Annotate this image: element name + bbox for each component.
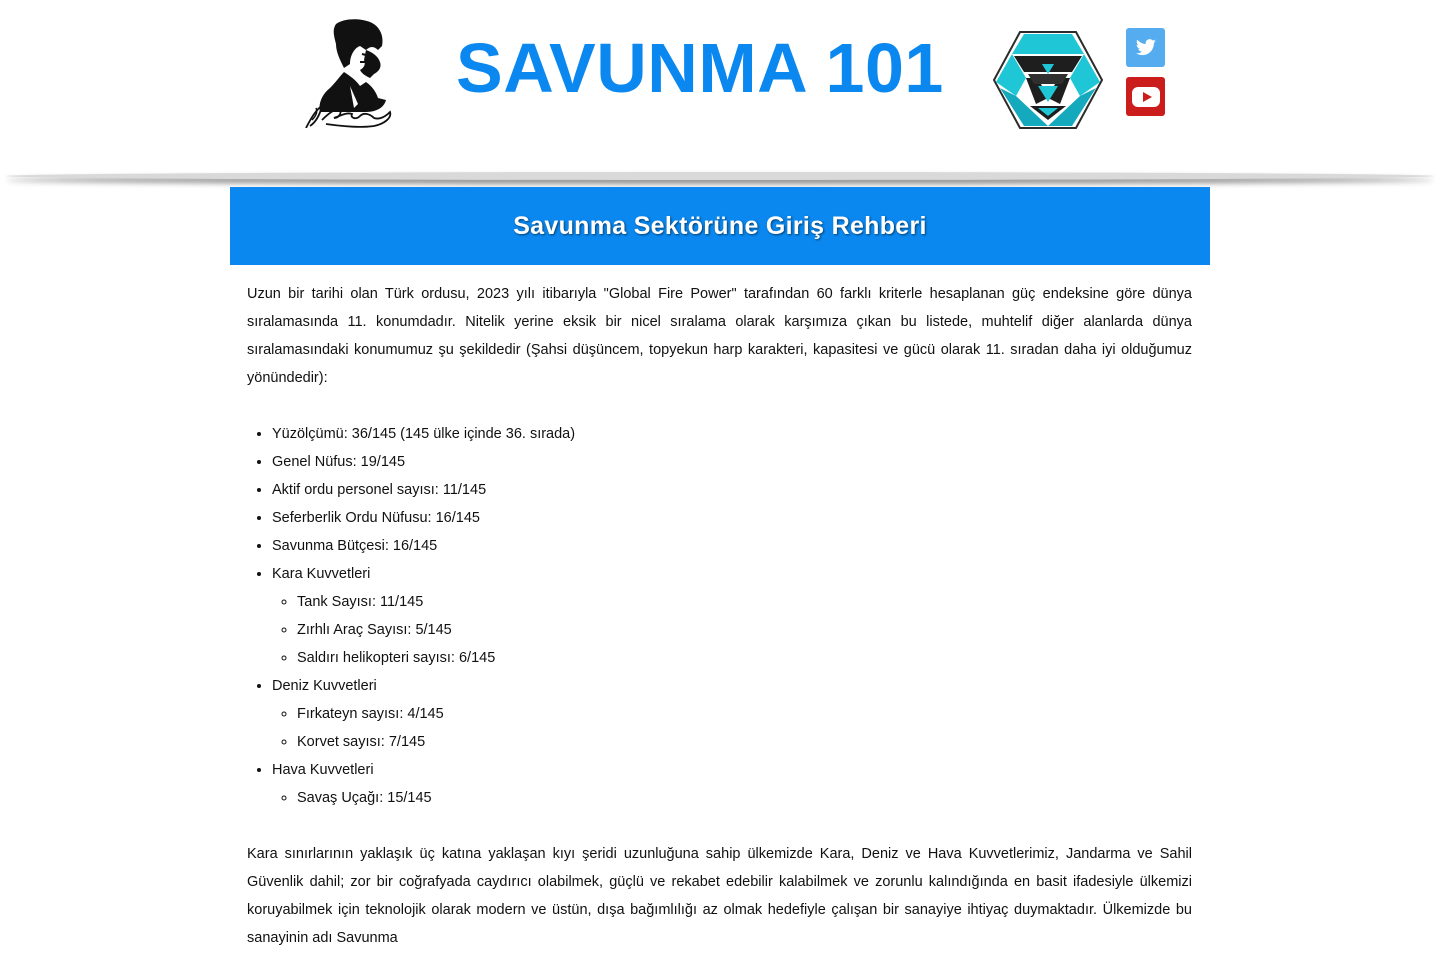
list-item: ◦ Zırhlı Araç Sayısı: 5/145 (297, 616, 1192, 644)
ranking-list (272, 420, 1192, 812)
list-item: • Genel Nüfus: 19/145 (272, 448, 1192, 476)
youtube-button[interactable] (1126, 77, 1165, 116)
list-item: • Savunma Bütçesi: 16/145 (272, 532, 1192, 560)
sub-list (297, 700, 1192, 756)
site-header (0, 0, 1440, 172)
twitter-button[interactable] (1126, 28, 1165, 67)
list-item-air-forces (272, 756, 1192, 812)
header-divider (6, 172, 1434, 180)
article-body (230, 265, 1210, 952)
youtube-icon (1132, 87, 1160, 107)
list-item: • Aktif ordu personel sayısı: 11/145 (272, 476, 1192, 504)
site-title[interactable]: SAVUNMA 101 (456, 29, 944, 107)
page-title: Savunma Sektörüne Giriş Rehberi (513, 211, 927, 240)
intro-paragraph: Uzun bir tarihi olan Türk ordusu, 2023 yılı itibarıyla "Global Fire Power" tarafından 60 farklı kriterle hesaplanan güç endeksine göre dünya sıralamasında 11. konumdadır. Nitelik yerine eksik bir nicel sıralama olarak karşımıza çıkan bu listede, muhtelif diğer alanlarda dünya sıralamasındaki konumumuz şu şekildedir (Şahsi düşüncem, topyekun harp karakteri, kapasitesi ve gücü olarak 11. sıradan daha iyi olduğumuz yönündedir): (247, 286, 1192, 386)
list-item: ◦ Savaş Uçağı: 15/145 (297, 784, 1192, 812)
list-item: ◦ Fırkateyn sayısı: 4/145 (297, 700, 1192, 728)
twitter-icon (1135, 39, 1157, 57)
savunma-emblem-icon[interactable] (992, 28, 1104, 132)
list-item-label: Kara Kuvvetleri (272, 566, 371, 582)
list-item: ◦ Korvet sayısı: 7/145 (297, 728, 1192, 756)
ataturk-portrait-icon (300, 16, 394, 128)
list-item-naval-forces (272, 672, 1192, 756)
list-item: • Seferberlik Ordu Nüfusu: 16/145 (272, 504, 1192, 532)
outro-paragraph: Kara sınırlarının yaklaşık üç katına yaklaşan kıyı şeridi uzunluğuna sahip ülkemizde Kara, Deniz ve Hava Kuvvetlerimiz, Jandarma ve Sahil Güvenlik dahil; zor bir coğrafyada caydırıcı olabilmek, güçlü ve rekabet edebilir kalabilmek ve zorunlu kalındığında en basit ifadesiyle ülkemizi koruyabilmek için teknolojik olarak modern ve üstün, dışa bağımlılığı az olmak hedefiyle çalışan bir sanayiye ihtiyaç duymaktadır. Ülkemizde bu sanayinin adı Savunma (247, 846, 1192, 946)
list-item-label: Hava Kuvvetleri (272, 762, 374, 778)
sub-list (297, 588, 1192, 672)
sub-list (297, 784, 1192, 812)
list-item-label: Deniz Kuvvetleri (272, 678, 377, 694)
list-item: ◦ Saldırı helikopteri sayısı: 6/145 (297, 644, 1192, 672)
list-item: ◦ Tank Sayısı: 11/145 (297, 588, 1192, 616)
page-banner (230, 187, 1210, 265)
main-content (230, 187, 1210, 980)
list-item-land-forces (272, 560, 1192, 672)
list-item: • Yüzölçümü: 36/145 (145 ülke içinde 36. sırada) (272, 420, 1192, 448)
